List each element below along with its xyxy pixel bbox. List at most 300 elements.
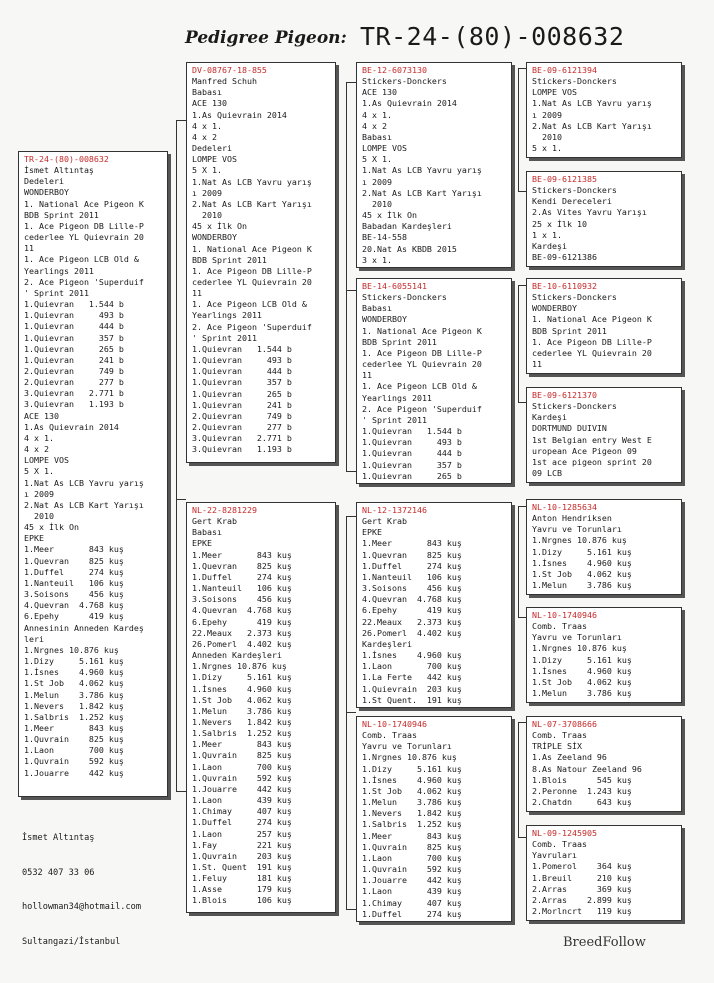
pedigree-line: 1.Quevran 825 kuş xyxy=(24,555,124,566)
pedigree-line: 1st Belgian entry West E xyxy=(532,434,652,445)
page-title-label: Pedigree Pigeon: xyxy=(185,28,347,48)
pedigree-line: 1.Dizy 5.161 kuş xyxy=(362,763,462,774)
pedigree-line: 1.Quvrain 203 kuş xyxy=(192,850,292,861)
pedigree-line: BDB Sprint 2011 xyxy=(24,209,99,220)
pedigree-line: 1.Duffel 274 kuş xyxy=(362,560,462,571)
pedigree-line: 1. Ace Pigeon DB Lille-P xyxy=(362,347,482,358)
pedigree-line: 2.Quievran 277 b xyxy=(24,377,124,388)
pedigree-line: Yearlings 2011 xyxy=(192,310,262,321)
pedigree-line: 1.Quvrain 825 kuş xyxy=(362,841,462,852)
pedigree-line: Dedeleri xyxy=(192,143,232,154)
pigeon-card-sss xyxy=(526,62,682,158)
ring-number: NL-10-1285634 xyxy=(532,502,597,512)
pedigree-line: 1.Meer 843 kuş xyxy=(362,830,462,841)
page-title-ring: TR-24-(80)-008632 xyxy=(360,22,625,51)
pedigree-line: LOMPE VOS xyxy=(362,143,407,154)
connector-line xyxy=(346,471,356,472)
pedigree-line: 4 x 1. xyxy=(362,109,392,120)
pedigree-line: 1.Laon 439 kuş xyxy=(192,795,292,806)
pedigree-line: 1.İsnes 4.960 kuş xyxy=(192,683,292,694)
pedigree-line: 1.Melun 3.786 kuş xyxy=(362,797,462,808)
pedigree-line: 11 xyxy=(24,243,34,254)
pedigree-line: 1.Quvrain 825 kuş xyxy=(24,734,124,745)
pedigree-line: 2.Quievran 749 b xyxy=(24,365,124,376)
connector-line xyxy=(346,82,347,472)
pedigree-line: 26.Pomerl 4.402 kuş xyxy=(192,638,292,649)
pedigree-line: 1.Jouarre 442 kuş xyxy=(362,875,462,886)
pedigree-line: 1 x 1. xyxy=(532,229,562,240)
connector-line xyxy=(346,516,356,517)
pedigree-line: 1. Ace Pigeon DB Lille-P xyxy=(192,265,312,276)
pedigree-line: 1.Melun 3.786 kuş xyxy=(24,689,124,700)
pedigree-line: 1.Quievran 1.544 b xyxy=(362,426,462,437)
connector-line xyxy=(518,68,519,192)
connector-line xyxy=(346,909,356,910)
pedigree-line: 2.Peronne 1.243 kuş xyxy=(532,785,632,796)
pedigree-line: 1.Nanteuil 106 kuş xyxy=(362,571,462,582)
pedigree-line: 2010 xyxy=(362,198,392,209)
pedigree-line: 1.Jouarre 442 kuş xyxy=(192,783,292,794)
pedigree-line: 5 X 1. xyxy=(24,466,54,477)
pedigree-line: 11 xyxy=(532,359,542,370)
pedigree-line: 1.Quievran 444 b xyxy=(24,321,124,332)
pedigree-line: 1.Nrgnes 10.876 kuş xyxy=(532,643,627,654)
pedigree-line: 1.St Job 4.062 kuş xyxy=(192,694,292,705)
pedigree-line: 45 x İlk On xyxy=(192,221,247,232)
pedigree-line: 11 xyxy=(362,370,372,381)
pedigree-line: 1.Melun 3.786 kuş xyxy=(192,705,292,716)
pedigree-line: Manfred Schuh xyxy=(192,76,257,87)
pigeon-card-dss xyxy=(526,499,682,595)
connector-line xyxy=(518,506,519,618)
pedigree-line: Annesinin Anneden Kardeş xyxy=(24,622,144,633)
pedigree-line: 1.Dizy 5.161 kuş xyxy=(24,656,124,667)
ring-number: BE-10-6110932 xyxy=(532,281,597,291)
page-header xyxy=(185,22,705,56)
pedigree-line: 2.Morlncrt 119 kuş xyxy=(532,906,632,917)
pedigree-line: 1.Quievran 493 b xyxy=(362,437,462,448)
connector-line xyxy=(518,722,519,838)
pedigree-line: BE-09-6121386 xyxy=(532,252,597,263)
pedigree-line: EPKE xyxy=(362,527,382,538)
ring-number: NL-12-1372146 xyxy=(362,505,427,515)
pedigree-line: 1.Quievran 265 b xyxy=(362,470,462,481)
pedigree-line: 1.Quievran 357 b xyxy=(362,459,462,470)
pedigree-line: 1.As Zeeland 96 xyxy=(532,752,607,763)
pedigree-line: 4.Quevran 4.768 kuş xyxy=(24,600,124,611)
pedigree-line: Yavru ve Torunları xyxy=(362,741,452,752)
connector-line xyxy=(346,516,347,910)
pedigree-line: 4 x 1. xyxy=(24,432,54,443)
pedigree-line: 5 x 1. xyxy=(532,143,562,154)
pedigree-line: 1.Quvrain 592 kuş xyxy=(192,772,292,783)
pedigree-line: 1.Quievran 1.544 b xyxy=(192,343,292,354)
pedigree-line: 6.Epehy 419 kuş xyxy=(362,605,462,616)
pedigree-line: ACE 130 xyxy=(362,87,397,98)
pedigree-line: 1.Dizy 5.161 kuş xyxy=(532,546,632,557)
pedigree-line: 1. Ace Pigeon LCB Old & xyxy=(192,299,307,310)
pedigree-line: Anneden Kardeşleri xyxy=(192,650,282,661)
pedigree-line: 1.Nanteuil 106 kuş xyxy=(24,577,124,588)
pedigree-line: 1.Melun 3.786 kuş xyxy=(532,580,632,591)
pedigree-line: 1.Nanteuil 106 kuş xyxy=(192,583,292,594)
pedigree-line: Yearlings 2011 xyxy=(362,392,432,403)
pedigree-line: 1.Nrgnes 10.876 kuş xyxy=(192,661,287,672)
pedigree-line: Comb. Traas xyxy=(362,730,417,741)
pedigree-line: 1.Quevran 825 kuş xyxy=(362,549,462,560)
pedigree-line: 1.Meer 843 kuş xyxy=(362,538,462,549)
pedigree-line: 1.Nevers 1.842 kuş xyxy=(362,808,462,819)
pedigree-line: 1.Meer 843 kuş xyxy=(24,722,124,733)
pedigree-line: 1.Duffel 274 kuş xyxy=(362,908,462,919)
connector-line xyxy=(176,791,186,792)
pedigree-line: 2.Quievran 749 b xyxy=(192,410,292,421)
pedigree-line: 3.Quievran 1.193 b xyxy=(192,444,292,455)
pedigree-line: 1. Ace Pigeon DB Lille-P xyxy=(24,220,144,231)
pedigree-line: 1. National Ace Pigeon K xyxy=(362,325,482,336)
pedigree-line: 1.İsnes 4.960 kuş xyxy=(532,557,632,568)
connector-line xyxy=(518,722,526,723)
pedigree-line: ACE 130 xyxy=(192,98,227,109)
pedigree-line: 1.Nrgnes 10.876 kuş xyxy=(362,752,457,763)
connector-line xyxy=(346,712,356,713)
pedigree-line: 1.Nrgnes 10.876 kuş xyxy=(532,535,627,546)
pedigree-line: DORTMUND DUIVIN xyxy=(532,423,607,434)
pedigree-line: 1.Quievran 265 b xyxy=(192,388,292,399)
pedigree-line: 1.St. Quent 191 kuş xyxy=(192,862,292,872)
pedigree-line: 1.Quevran 825 kuş xyxy=(192,560,292,571)
pedigree-line: BDB Sprint 2011 xyxy=(362,336,437,347)
pedigree-line: WONDERBOY xyxy=(362,314,407,325)
pigeon-card-sdd xyxy=(526,387,682,483)
pigeon-card-dsd xyxy=(526,607,682,703)
pedigree-line: LOMPE VOS xyxy=(192,154,237,165)
pedigree-line: 1.Laon 700 kuş xyxy=(362,852,462,863)
pedigree-line: 11 xyxy=(192,288,202,299)
pedigree-line: 22.Meaux 2.373 kuş xyxy=(192,627,292,638)
pedigree-line: 22.Meaux 2.373 kuş xyxy=(362,616,462,627)
pedigree-line: 1.Quievran 493 b xyxy=(192,355,292,366)
connector-line xyxy=(518,68,526,69)
pedigree-line: EPKE xyxy=(24,533,44,544)
ring-number: NL-10-1740946 xyxy=(532,610,597,620)
pedigree-line: 3.Soisons 456 kuş xyxy=(192,594,292,605)
pedigree-line: 4 x 2 xyxy=(362,120,387,131)
pedigree-line: leri xyxy=(24,633,44,644)
connector-line xyxy=(518,837,526,838)
pedigree-line: 3.Soisons 456 kuş xyxy=(362,583,462,594)
pedigree-line: 1.Breuil 210 kuş xyxy=(532,872,632,883)
pedigree-line: 2. Ace Pigeon 'Superduif xyxy=(362,403,482,414)
pedigree-line: 1.Quievran 265 b xyxy=(24,343,124,354)
pedigree-line: WONDERBOY xyxy=(24,187,69,198)
pedigree-line: 1.Nat As LCB Yavru yarış xyxy=(192,176,312,187)
connector-line xyxy=(176,120,177,792)
pedigree-line: 1.Duffel 274 kuş xyxy=(192,817,292,828)
pedigree-line: ı 2009 xyxy=(192,187,222,198)
pedigree-line: 1.Nevers 1.842 kuş xyxy=(24,700,124,711)
pigeon-card-ddd xyxy=(526,825,682,921)
connector-line xyxy=(346,82,356,83)
pedigree-line: WONDERBOY xyxy=(192,232,237,243)
connector-line xyxy=(176,120,186,121)
connector-line xyxy=(518,506,526,507)
owner-phone: 0532 407 33 06 xyxy=(22,867,95,878)
pedigree-line: 1.Quievran 444 b xyxy=(192,366,292,377)
pedigree-line: cederlee YL Quievrain 20 xyxy=(362,359,482,370)
pedigree-line: Gert Krab xyxy=(192,516,237,527)
ring-number: DV-08767-18-855 xyxy=(192,65,267,75)
pedigree-line: Comb. Traas xyxy=(532,839,587,850)
ring-number: NL-22-8281229 xyxy=(192,505,257,515)
pedigree-line: 1.Duffel 274 kuş xyxy=(24,566,124,577)
pedigree-line: 1. Ace Pigeon LCB Old & xyxy=(24,254,139,265)
pedigree-line: cederlee YL Quievrain 20 xyxy=(532,347,652,358)
pedigree-line: 1.Blois 106 kuş xyxy=(192,895,292,906)
pedigree-line: İsmet Altıntaş xyxy=(24,165,94,176)
pedigree-line: Kendi Dereceleri xyxy=(532,196,612,207)
pedigree-line: 1.Fay 221 kuş xyxy=(192,839,292,850)
pedigree-line: 1.Nat As LCB Yavru yarış xyxy=(532,98,652,109)
pedigree-line: 2.Nat As LCB Kart Yarışı xyxy=(192,198,312,209)
pedigree-line: cederlee YL Quievrain 20 xyxy=(192,276,312,287)
pedigree-line: Stickers-Donckers xyxy=(362,292,447,303)
pedigree-line: 1.Quievran 241 b xyxy=(24,354,124,365)
pedigree-line: 1.As Quievrain 2014 xyxy=(192,109,287,120)
pedigree-line: 4 x 2 xyxy=(192,131,217,142)
pedigree-line: Stickers-Donckers xyxy=(532,401,617,412)
pedigree-line: 2.Arras 369 kuş xyxy=(532,883,632,894)
pedigree-line: 2. Ace Pigeon 'Superduif xyxy=(24,276,144,287)
pedigree-line: 1.La Ferte 442 kuş xyxy=(362,672,462,683)
pedigree-line: 5 X 1. xyxy=(362,154,392,165)
pedigree-line: 45 x İlk On xyxy=(24,522,79,533)
pigeon-card-sire xyxy=(186,62,336,463)
pedigree-line: 1.Quvrain 825 kuş xyxy=(192,750,292,761)
pedigree-line: 1.St Job 4.062 kuş xyxy=(362,785,462,796)
pedigree-line: 1.İsnes 4.960 kuş xyxy=(532,665,632,676)
ring-number: BE-14-6055141 xyxy=(362,281,427,291)
connector-line xyxy=(518,402,526,403)
pedigree-line: 1.Laon 700 kuş xyxy=(362,661,462,672)
pedigree-line: 8.As Natour Zeeland 96 xyxy=(532,763,642,774)
pedigree-line: 26.Pomerl 4.402 kuş xyxy=(362,627,462,638)
pedigree-line: ' Sprint 2011 xyxy=(362,414,427,425)
pedigree-line: 1.İsnes 4.960 kuş xyxy=(362,774,462,785)
pedigree-line: ' Sprint 2011 xyxy=(24,287,89,298)
ring-number: NL-10-1740946 xyxy=(362,719,427,729)
pedigree-line: 1.Quievran 357 b xyxy=(192,377,292,388)
pedigree-line: 1.Jouarre 442 kuş xyxy=(24,767,124,778)
pedigree-line: 4 x 2 xyxy=(24,444,49,455)
pedigree-line: uropean Ace Pigeon 09 xyxy=(532,445,637,456)
pedigree-line: Babası xyxy=(362,303,392,314)
pedigree-line: 1.Blois 545 kuş xyxy=(532,774,632,785)
pedigree-line: TRİPLE SİX xyxy=(532,741,582,752)
ring-number: BE-12-6073130 xyxy=(362,65,427,75)
pedigree-line: 1.Laon 700 kuş xyxy=(24,745,124,756)
pedigree-line: 1.St Job 4.062 kuş xyxy=(532,568,632,579)
pedigree-line: 1.Nat As LCB Yavru yarış xyxy=(24,477,144,488)
connector-line xyxy=(176,499,186,500)
pedigree-line: Comb. Traas xyxy=(532,730,587,741)
pedigree-line: Babası xyxy=(362,131,392,142)
pedigree-line: 1.Feluy 181 kuş xyxy=(192,873,292,884)
pigeon-card-ssd xyxy=(526,171,682,267)
pedigree-line: 1.Asse 179 kuş xyxy=(192,884,292,895)
pedigree-line: ' Sprint 2011 xyxy=(192,332,257,343)
ring-number: NL-07-3708666 xyxy=(532,719,597,729)
pedigree-line: 1.Chimay 407 kuş xyxy=(192,806,292,817)
pedigree-line: 4 x 1. xyxy=(192,120,222,131)
pedigree-line: 2010 xyxy=(24,511,54,521)
pedigree-line: 2.Nat As LCB Kart Yarışı xyxy=(532,120,652,131)
pedigree-line: 1.Pomerol 364 kuş xyxy=(532,861,632,872)
connector-line xyxy=(346,290,356,291)
pedigree-line: 1.Quievran 493 b xyxy=(24,310,124,321)
pedigree-line: 1.St Job 4.062 kuş xyxy=(24,678,124,689)
pedigree-line: Yavruları xyxy=(532,850,577,861)
pedigree-line: Yavru ve Torunları xyxy=(532,632,622,643)
pedigree-line: 1.Quievran 444 b xyxy=(362,448,462,459)
pedigree-line: Stickers-Donckers xyxy=(362,76,447,87)
pedigree-line: 1. Ace Pigeon DB Lille-P xyxy=(532,336,652,347)
pedigree-line: 09 LCB xyxy=(532,468,562,479)
pedigree-line: 1. National Ace Pigeon K xyxy=(532,314,652,325)
pedigree-line: WONDERBOY xyxy=(532,303,577,314)
pedigree-line: 1.St Quent. 191 kuş xyxy=(362,694,462,705)
pedigree-line: cederlee YL Quievrain 20 xyxy=(24,232,144,243)
pedigree-line: LOMPE VOS xyxy=(24,455,69,466)
pedigree-line: 1.İsnes 4.960 kuş xyxy=(24,667,124,678)
pigeon-card-dam-sire xyxy=(356,502,512,708)
pedigree-line: Yearlings 2011 xyxy=(24,265,94,276)
pedigree-line: 1.Quvrain 592 kuş xyxy=(24,756,124,767)
pedigree-line: 4.Quevran 4.768 kuş xyxy=(362,594,462,605)
pedigree-line: Kardeşi xyxy=(532,240,567,251)
pedigree-line: 2.Nat As LCB Kart Yarışı xyxy=(362,187,482,198)
pedigree-line: BE-14-558 xyxy=(362,232,407,243)
pedigree-line: 2010 xyxy=(532,131,562,142)
pedigree-line: 20.Nat As KBDB 2015 xyxy=(362,243,457,254)
pedigree-line: 1.Meer 843 kuş xyxy=(24,544,124,555)
pedigree-line: Anton Hendriksen xyxy=(532,513,612,524)
pedigree-line: 2.Chatdn 643 kuş xyxy=(532,797,632,808)
pedigree-line: 4.Quevran 4.768 kuş xyxy=(192,605,292,616)
pedigree-line: 1.Salbris 1.252 kuş xyxy=(24,711,124,722)
ring-number: NL-09-1245905 xyxy=(532,828,597,838)
pedigree-line: 1.Chimay 407 kuş xyxy=(362,897,462,908)
pedigree-line: Stickers-Donckers xyxy=(532,292,617,303)
pedigree-line: 1.St Job 4.062 kuş xyxy=(532,676,632,687)
pedigree-line: Babası xyxy=(192,527,222,538)
pedigree-line: 2.As Vites Yavru Yarışı xyxy=(532,207,647,218)
pedigree-line: 1.Duffel 274 kuş xyxy=(192,571,292,582)
ring-number: BE-09-6121394 xyxy=(532,65,597,75)
pedigree-line: Stickers-Donckers xyxy=(532,185,617,196)
pedigree-line: 2.Nat As LCB Kart Yarışı xyxy=(24,499,144,510)
pedigree-line: 1.Quievrain 203 kuş xyxy=(362,683,462,694)
pigeon-card-main xyxy=(18,151,168,797)
pedigree-line: 1.Laon 257 kuş xyxy=(192,828,292,839)
owner-contact xyxy=(22,810,141,960)
connector-line xyxy=(518,285,526,286)
pedigree-line: 45 x İlk On xyxy=(362,210,417,221)
pedigree-line: 6.Epehy 419 kuş xyxy=(24,611,124,622)
pedigree-line: 1.İsnes 4.960 kuş xyxy=(362,650,462,661)
connector-line xyxy=(518,191,526,192)
pedigree-line: 1.Nrgnes 10.876 kuş xyxy=(24,644,119,655)
pedigree-line: 3.Quievran 2.771 b xyxy=(24,388,124,399)
pedigree-line: Babadan Kardeşleri xyxy=(362,221,452,232)
pedigree-line: BDB Sprint 2011 xyxy=(532,325,607,336)
pigeon-card-sire-sire xyxy=(356,62,512,268)
pedigree-line: Kardeşleri xyxy=(362,638,412,649)
ring-number: BE-09-6121370 xyxy=(532,390,597,400)
pedigree-line: 1.Meer 843 kuş xyxy=(192,549,292,560)
pedigree-line: Stickers-Donckers xyxy=(532,76,617,87)
pedigree-line: 1. National Ace Pigeon K xyxy=(192,243,312,254)
pedigree-line: LOMPE VOS xyxy=(532,87,577,98)
pedigree-line: 1.Nat As LCB Yavru yarış xyxy=(362,165,482,176)
owner-name: İsmet Altıntaş xyxy=(22,833,95,843)
pedigree-line: 3.Quievran 1.193 b xyxy=(24,399,124,410)
pedigree-line: 1.Quvrain 592 kuş xyxy=(362,864,462,875)
pedigree-line: 1st ace pigeon sprint 20 xyxy=(532,456,652,467)
pedigree-line: EPKE xyxy=(192,538,212,549)
pedigree-line: 1.As Quievrain 2014 xyxy=(362,98,457,109)
pedigree-line: 25 x İlk 10 xyxy=(532,218,587,229)
pedigree-line: 2.Quievran 277 b xyxy=(192,422,292,432)
pedigree-line: 2. Ace Pigeon 'Superduif xyxy=(192,321,312,332)
pedigree-line: Comb. Traas xyxy=(532,621,587,632)
pedigree-line: 1.Laon 700 kuş xyxy=(192,761,292,772)
pedigree-line: ı 2009 xyxy=(362,176,392,187)
pedigree-line: 3 x 1. xyxy=(362,254,392,265)
pedigree-line: 3.Soisons 456 kuş xyxy=(24,589,124,600)
pedigree-line: 1.Meer 843 kuş xyxy=(192,739,292,750)
pedigree-line: 6.Epehy 419 kuş xyxy=(192,616,292,627)
connector-line xyxy=(518,617,526,618)
pedigree-line: 2010 xyxy=(192,210,222,221)
pedigree-line: ACE 130 xyxy=(24,410,59,421)
ring-number: BE-09-6121385 xyxy=(532,174,597,184)
pedigree-line: Dedeleri xyxy=(24,176,64,187)
owner-city: Sultangazi/İstanbul xyxy=(22,936,121,947)
pedigree-line: Gert Krab xyxy=(362,516,407,527)
pedigree-line: ı 2009 xyxy=(24,488,54,499)
pigeon-card-sire-dam xyxy=(356,278,512,484)
pedigree-line: Babası xyxy=(192,87,222,98)
pedigree-line: Yavru ve Torunları xyxy=(532,524,622,535)
pedigree-line: 1.Salbris 1.252 kuş xyxy=(362,819,462,830)
pedigree-line: 1.Dizy 5.161 kuş xyxy=(532,654,632,665)
pedigree-line: 1. National Ace Pigeon K xyxy=(24,198,144,209)
pedigree-line: BDB Sprint 2011 xyxy=(192,254,267,265)
brand-logo: BreedFollow xyxy=(563,935,646,950)
pedigree-line: 1.Nevers 1.842 kuş xyxy=(192,716,292,727)
pedigree-line: 1.As Quievrain 2014 xyxy=(24,421,119,432)
pigeon-card-dam xyxy=(186,502,336,913)
pedigree-line: 1. Ace Pigeon LCB Old & xyxy=(362,381,477,392)
pedigree-line: 5 X 1. xyxy=(192,165,222,176)
owner-email: hollowman34@hotmail.com xyxy=(22,902,141,912)
pedigree-line: 3.Quievran 2.771 b xyxy=(192,433,292,444)
pedigree-line: 1.Quievran 1.544 b xyxy=(24,299,124,310)
pedigree-line: 2.Arras 2.899 kuş xyxy=(532,894,632,905)
pigeon-card-dam-dam xyxy=(356,716,512,922)
pedigree-line: 1.Laon 439 kuş xyxy=(362,886,462,897)
